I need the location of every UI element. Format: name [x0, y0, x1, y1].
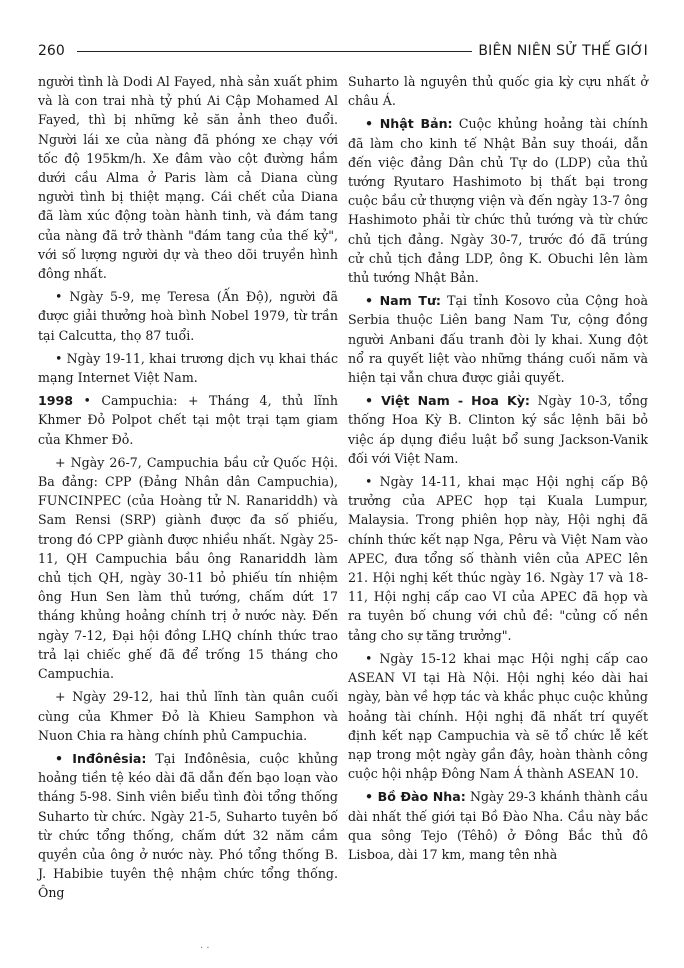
paragraph: người tình là Dodi Al Fayed, nhà sản xuất phim và là con trai nhà tỷ phú Ai Cập Mohamed Al Fayed, thì bị những kẻ săn ảnh theo đuổi. Người lái xe của nàng đã phóng xe chạy với tốc độ 195km/h. Xe đâm vào cột đường hầm dưới cầu Alma ở Paris làm cả Diana cùng người tình bị thiệt mạng. Cái chết của Diana đã làm xúc động toàn hành tinh, và đám tang của nàng đã trở thành "đám tang của thế kỷ", với số lượng người dự và theo dõi truyền hình đông nhất. [38, 74, 338, 282]
paragraph: • Ngày 14-11, khai mạc Hội nghị cấp Bộ trưởng của APEC họp tại Kuala Lumpur, Malaysia. Trong phiên họp này, Hội nghị đã chính thức kết nạp Nga, Pêru và Việt Nam vào APEC, đưa tổng số thành viên của APEC lên 21. Hội nghị kết thúc ngày 16. Ngày 17 và 18-11, Hội nghị cấp cao VI của APEC đã họp và ra tuyên bố chung với chủ đề: "củng cố nền tảng cho sự tăng trưởng". [348, 474, 648, 643]
paragraph: 1998 • Campuchia: + Tháng 4, thủ lĩnh Khmer Đỏ Polpot chết tại một trại tạm giam của Khmer Đỏ. [38, 393, 338, 447]
paragraph: • Việt Nam - Hoa Kỳ: Ngày 10-3, tổng thống Hoa Kỳ B. Clinton ký sắc lệnh bãi bỏ việc áp dụng điều luật bổ sung Jackson-Vanik đối với Việt Nam. [348, 393, 648, 466]
paragraph: • Bồ Đào Nha: Ngày 29-3 khánh thành cầu dài nhất thế giới tại Bồ Đào Nha. Cầu này bắc qua sông Tejo (Têhô) ở Đông Bắc thủ đô Lisboa, dài 17 km, mang tên nhà [348, 789, 648, 862]
running-title: BIÊN NIÊN SỬ THẾ GIỚI [478, 43, 648, 59]
paragraph: • Inđônêsia: Tại Inđônêsia, cuộc khủng hoảng tiền tệ kéo dài đã dẫn đến bạo loạn vào tháng 5-98. Sinh viên biểu tình đòi tổng thống Suharto từ chức. Ngày 21-5, Suharto tuyên bố từ chức tổng thống, chấm dứt 32 năm cầm quyền của ông ở nước này. Phó tổng thống B. J. Habibie tuyên thệ nhậm chức tổng thống. Ông [38, 750, 339, 901]
page-header [38, 38, 648, 64]
left-column [38, 72, 338, 907]
paragraph: • Nam Tư: Tại tỉnh Kosovo của Cộng hoà Serbia thuộc Liên bang Nam Tư, cộng đồng người Anbani đấu tranh đòi ly khai. Xung đột nổ ra quyết liệt vào những tháng cuối năm và hiện tại vẫn chưa được giải quyết. [348, 293, 648, 386]
header-rule [77, 51, 473, 52]
paragraph: + Ngày 26-7, Campuchia bầu cử Quốc Hội. Ba đảng: CPP (Đảng Nhân dân Campuchia), FUNCINPEC (của Hoàng tử N. Ranariddh) và Sam Rensi (SRP) giành được đa số phiếu, trong đó CPP giành được nhiều nhất. Ngày 25-11, QH Campuchia bầu ông Ranariddh làm chủ tịch QH, ngày 30-11 bỏ phiếu tín nhiệm ông Hun Sen làm thủ tướng, chấm dứt 17 tháng khủng hoảng chính trị ở nước này. Đến ngày 7-12, Đại hội đồng LHQ chính thức trao trả lại chiếc ghế đã để trống 15 tháng cho Campuchia. [38, 454, 338, 682]
paragraph: • Nhật Bản: Cuộc khủng hoảng tài chính đã làm cho kinh tế Nhật Bản suy thoái, dẫn đến việc đảng Dân chủ Tự do (LDP) của thủ tướng Ryutaro Hashimoto bị thất bại trong cuộc bầu cử thượng viện và đến ngày 13-7 ông Hashimoto phải từ chức thủ tướng và từ chức chủ tịch đảng. Ngày 30-7, trước đó đã trúng cử chủ tịch đảng LDP, ông K. Obuchi lên làm thủ tướng Nhật Bản. [348, 116, 648, 286]
paragraph: Suharto là nguyên thủ quốc gia kỳ cựu nhất ở châu Á. [348, 74, 648, 109]
page-number: 260 [38, 43, 65, 59]
right-column [348, 72, 648, 868]
scan-mark: . . [200, 940, 210, 951]
paragraph: • Ngày 15-12 khai mạc Hội nghị cấp cao ASEAN VI tại Hà Nội. Hội nghị kéo dài hai ngày, bàn về hợp tác và khắc phục cuộc khủng hoảng tài chính. Hội nghị đã nhất trí quyết định kết nạp Campuchia và sẽ tổ chức lễ kết nạp trong một ngày gần đây, hoàn thành công cuộc hội nhập Đông Nam Á thành ASEAN 10. [348, 650, 648, 782]
paragraph: + Ngày 29-12, hai thủ lĩnh tàn quân cuối cùng của Khmer Đỏ là Khieu Samphon và Nuon Chia ra hàng chính phủ Campuchia. [38, 689, 338, 743]
paragraph: • Ngày 5-9, mẹ Teresa (Ấn Độ), người đã được giải thưởng hoà bình Nobel 1979, từ trần tại Calcutta, thọ 87 tuổi. [38, 289, 338, 343]
paragraph: • Ngày 19-11, khai trương dịch vụ khai thác mạng Internet Việt Nam. [38, 350, 338, 386]
